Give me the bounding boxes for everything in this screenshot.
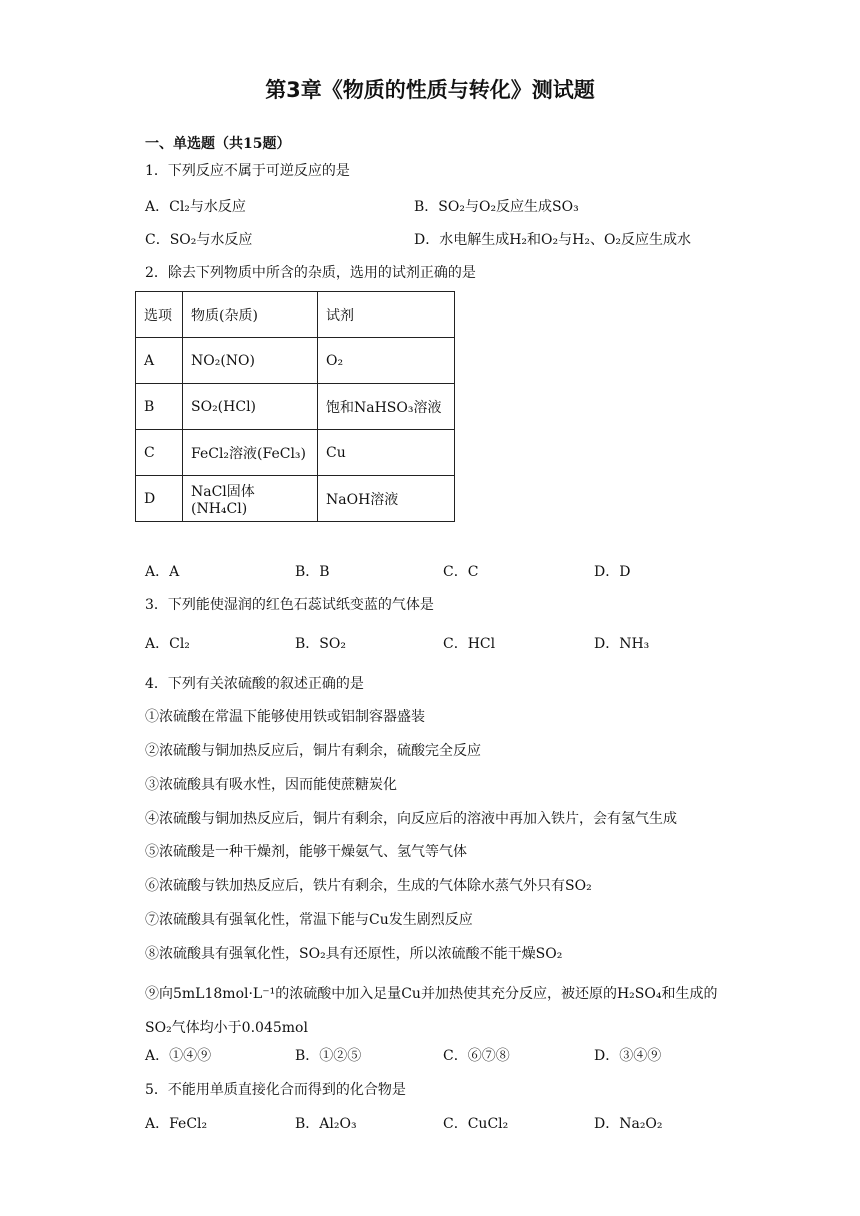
- q3-option-a[interactable]: A．Cl₂: [145, 636, 190, 652]
- table-header-row: [136, 292, 455, 338]
- table-cell: B: [136, 384, 183, 430]
- q4-option-a[interactable]: A．①④⑨: [145, 1048, 212, 1064]
- q4-statement: ⑨向5mL18mol·L⁻¹的浓硫酸中加入足量Cu并加热使其充分反应，被还原的H₂SO₄和生成的SO₂气体均小于0.045mol: [145, 986, 718, 1036]
- table-cell: O₂: [318, 338, 455, 384]
- q5-stem: 5．不能用单质直接化合而得到的化合物是: [145, 1082, 406, 1098]
- q4-statement: ④浓硫酸与铜加热反应后，铜片有剩余，向反应后的溶液中再加入铁片，会有氢气生成: [145, 811, 677, 827]
- q2-option-b[interactable]: B．B: [295, 564, 330, 580]
- q4-statement: ⑦浓硫酸具有强氧化性，常温下能与Cu发生剧烈反应: [145, 912, 473, 928]
- q3-option-d[interactable]: D．NH₃: [594, 636, 650, 652]
- q1-stem: 1．下列反应不属于可逆反应的是: [145, 163, 350, 179]
- q3-option-b[interactable]: B．SO₂: [295, 636, 346, 652]
- table-row: [136, 430, 455, 476]
- q4-option-d[interactable]: D．③④⑨: [594, 1048, 662, 1064]
- q4-statement: ②浓硫酸与铜加热反应后，铜片有剩余，硫酸完全反应: [145, 743, 481, 759]
- q4-statement: ⑤浓硫酸是一种干燥剂，能够干燥氨气、氢气等气体: [145, 844, 467, 860]
- q5-option-a[interactable]: A．FeCl₂: [145, 1116, 208, 1132]
- q3-stem: 3．下列能使湿润的红色石蕊试纸变蓝的气体是: [145, 597, 434, 613]
- q2-stem: 2．除去下列物质中所含的杂质，选用的试剂正确的是: [145, 265, 476, 281]
- q3-option-c[interactable]: C．HCl: [443, 636, 496, 652]
- table-header: 选项: [136, 292, 183, 338]
- page-title: 第3章《物质的性质与转化》测试题: [265, 78, 595, 102]
- table-cell: NaOH溶液: [318, 476, 455, 522]
- table-row: [136, 476, 455, 522]
- table-cell: D: [136, 476, 183, 522]
- table-row: [136, 338, 455, 384]
- table-cell: NaCl固体(NH₄Cl): [183, 476, 318, 522]
- q2-option-d[interactable]: D．D: [594, 564, 631, 580]
- table-cell: A: [136, 338, 183, 384]
- q4-statement: ⑥浓硫酸与铁加热反应后，铁片有剩余，生成的气体除水蒸气外只有SO₂: [145, 878, 592, 894]
- table-header: 试剂: [318, 292, 455, 338]
- q1-option-a[interactable]: A．Cl₂与水反应: [145, 199, 246, 215]
- q1-option-d[interactable]: D．水电解生成H₂和O₂与H₂、O₂反应生成水: [414, 232, 692, 248]
- table-cell: Cu: [318, 430, 455, 476]
- q1-option-c[interactable]: C．SO₂与水反应: [145, 232, 253, 248]
- q5-option-b[interactable]: B．Al₂O₃: [295, 1116, 357, 1132]
- q4-option-b[interactable]: B．①②⑤: [295, 1048, 362, 1064]
- section-heading: 一、单选题（共15题）: [145, 136, 291, 152]
- table-cell: 饱和NaHSO₃溶液: [318, 384, 455, 430]
- q5-option-d[interactable]: D．Na₂O₂: [594, 1116, 663, 1132]
- q2-option-a[interactable]: A．A: [145, 564, 180, 580]
- table-header: 物质(杂质): [183, 292, 318, 338]
- q5-option-c[interactable]: C．CuCl₂: [443, 1116, 509, 1132]
- table-cell: C: [136, 430, 183, 476]
- q1-option-b[interactable]: B．SO₂与O₂反应生成SO₃: [414, 199, 579, 215]
- table-cell: SO₂(HCl): [183, 384, 318, 430]
- q4-statement: ①浓硫酸在常温下能够使用铁或铝制容器盛装: [145, 709, 425, 725]
- q4-statement: ⑧浓硫酸具有强氧化性，SO₂具有还原性，所以浓硫酸不能干燥SO₂: [145, 946, 563, 962]
- q2-option-c[interactable]: C．C: [443, 564, 479, 580]
- q4-stem: 4．下列有关浓硫酸的叙述正确的是: [145, 676, 364, 692]
- table-row: [136, 384, 455, 430]
- q2-table: [135, 291, 455, 522]
- q4-statement: ③浓硫酸具有吸水性，因而能使蔗糖炭化: [145, 777, 397, 793]
- q4-option-c[interactable]: C．⑥⑦⑧: [443, 1048, 510, 1064]
- table-cell: FeCl₂溶液(FeCl₃): [183, 430, 318, 476]
- table-cell: NO₂(NO): [183, 338, 318, 384]
